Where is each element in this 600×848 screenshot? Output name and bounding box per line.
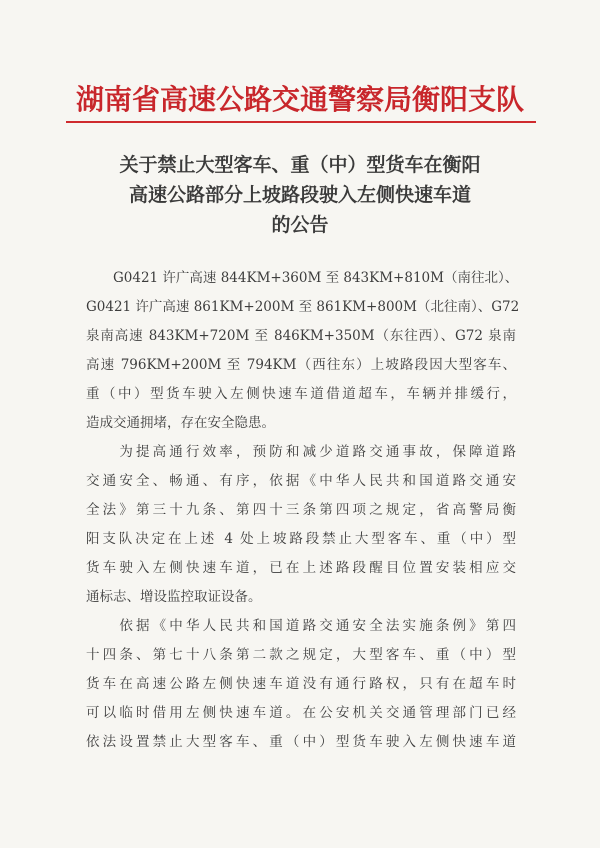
paragraph-1-line-3: 泉南高速 843KM+720M 至 846KM+350M（东往西）、G72 泉南 bbox=[86, 328, 516, 344]
paragraph-1-line-6: 造成交通拥堵，存在安全隐患。 bbox=[86, 415, 275, 431]
paragraph-1-line-1: G0421 许广高速 844KM+360M 至 843KM+810M（南往北）、 bbox=[86, 270, 519, 286]
paragraph-3-line-4: 可以临时借用左侧快速车道。在公安机关交通管理部门已经 bbox=[86, 705, 516, 721]
paragraph-1 bbox=[86, 264, 520, 438]
paragraph-1-line-5: 重（中）型货车驶入左侧快速车道借道超车，车辆并排缓行， bbox=[86, 386, 516, 402]
red-divider-line bbox=[66, 121, 536, 123]
paragraph-3 bbox=[86, 612, 516, 757]
paragraph-3-line-1: 依据《中华人民共和国道路交通安全法实施条例》第四 bbox=[86, 618, 516, 634]
paragraph-2-line-1: 为提高通行效率，预防和减少道路交通事故，保障道路 bbox=[86, 444, 516, 460]
notice-body bbox=[86, 264, 520, 757]
notice-title-line-2: 高速公路部分上坡路段驶入左侧快速车道 bbox=[128, 184, 471, 206]
paragraph-1-line-4: 高速 796KM+200M 至 794KM（西往东）上坡路段因大型客车、 bbox=[86, 357, 516, 373]
paragraph-1-line-2: G0421 许广高速 861KM+200M 至 861KM+800M（北往南）、G72 bbox=[86, 299, 520, 315]
notice-title-line-3: 的公告 bbox=[271, 214, 329, 236]
paragraph-2-line-4: 阳支队决定在上述 4 处上坡路段禁止大型客车、重（中）型 bbox=[86, 531, 516, 547]
issuer-header-title: 湖南省高速公路交通警察局衡阳支队 bbox=[75, 83, 524, 116]
paragraph-2-line-3: 全法》第三十九条、第四十三条第四项之规定，省高警局衡 bbox=[86, 502, 516, 518]
notice-title bbox=[0, 150, 600, 240]
notice-title-line-1: 关于禁止大型客车、重（中）型货车在衡阳 bbox=[119, 154, 481, 176]
paragraph-3-line-3: 货车在高速公路左侧快速车道没有通行路权，只有在超车时 bbox=[86, 676, 516, 692]
paragraph-3-line-5: 依法设置禁止大型客车、重（中）型货车驶入左侧快速车道 bbox=[86, 734, 516, 750]
paragraph-3-line-2: 十四条、第七十八条第二款之规定，大型客车、重（中）型 bbox=[86, 647, 516, 663]
paragraph-2-line-6: 通标志、增设监控取证设备。 bbox=[86, 589, 262, 605]
paragraph-2-line-2: 交通安全、畅通、有序，依据《中华人民共和国道路交通安 bbox=[86, 473, 516, 489]
paragraph-2-line-5: 货车驶入左侧快速车道，已在上述路段醒目位置安装相应交 bbox=[86, 560, 516, 576]
paragraph-2 bbox=[86, 438, 516, 612]
